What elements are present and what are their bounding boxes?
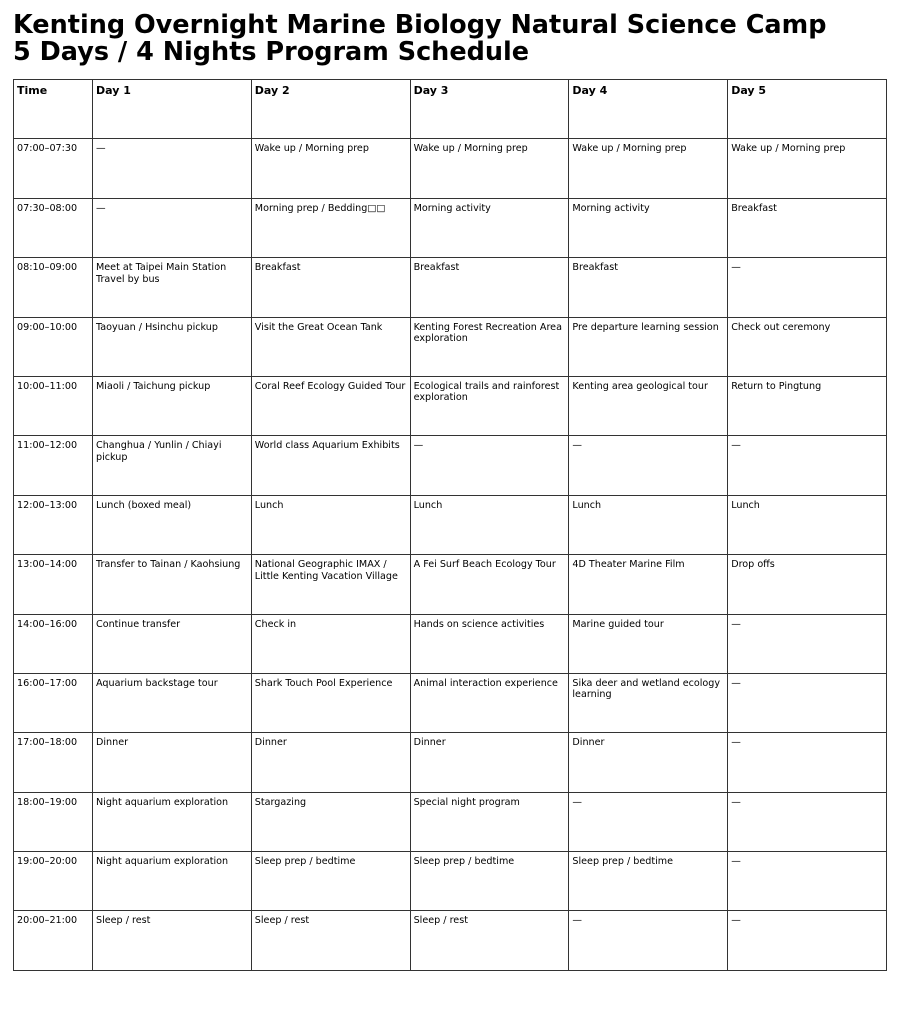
time-cell: 16:00–17:00 [14,673,93,732]
table-row [14,733,887,792]
day-3-cell: Morning activity [410,198,569,257]
day-4-cell: Breakfast [569,258,728,317]
day-2-cell: Wake up / Morning prep [251,139,410,198]
day-2-cell: Sleep prep / bedtime [251,852,410,911]
day-1-cell: Miaoli / Taichung pickup [93,376,252,435]
day-2-cell: Lunch [251,495,410,554]
day-2-cell: Dinner [251,733,410,792]
day-2-cell: Check in [251,614,410,673]
header-day-4: Day 4 [569,80,728,139]
day-3-cell: Dinner [410,733,569,792]
day-5-cell: — [728,792,887,851]
day-3-cell: Lunch [410,495,569,554]
day-5-cell: Return to Pingtung [728,376,887,435]
day-1-cell: — [93,198,252,257]
day-3-cell: Wake up / Morning prep [410,139,569,198]
table-row [14,198,887,257]
day-1-cell: Night aquarium exploration [93,852,252,911]
day-1-cell: Dinner [93,733,252,792]
day-3-cell: Special night program [410,792,569,851]
day-3-cell: Kenting Forest Recreation Area exploration [410,317,569,376]
day-3-cell: Breakfast [410,258,569,317]
title-line-2: 5 Days / 4 Nights Program Schedule [13,37,530,67]
day-5-cell: — [728,673,887,732]
time-cell: 07:30–08:00 [14,198,93,257]
day-5-cell: Wake up / Morning prep [728,139,887,198]
day-4-cell: Dinner [569,733,728,792]
header-day-2: Day 2 [251,80,410,139]
time-cell: 14:00–16:00 [14,614,93,673]
day-4-cell: Marine guided tour [569,614,728,673]
table-row [14,139,887,198]
day-2-cell: Breakfast [251,258,410,317]
day-5-cell: — [728,258,887,317]
day-2-cell: National Geographic IMAX / Little Kenting Vacation Village [251,555,410,614]
table-row [14,911,887,970]
day-4-cell: Pre departure learning session [569,317,728,376]
day-5-cell: — [728,614,887,673]
day-3-cell: Sleep prep / bedtime [410,852,569,911]
header-day-3: Day 3 [410,80,569,139]
time-cell: 12:00–13:00 [14,495,93,554]
day-3-cell: Animal interaction experience [410,673,569,732]
day-4-cell: Sleep prep / bedtime [569,852,728,911]
day-5-cell: Breakfast [728,198,887,257]
table-row [14,852,887,911]
table-row [14,317,887,376]
day-4-cell: 4D Theater Marine Film [569,555,728,614]
day-1-cell: Continue transfer [93,614,252,673]
table-row [14,376,887,435]
table-row [14,614,887,673]
time-cell: 17:00–18:00 [14,733,93,792]
title-line-1: Kenting Overnight Marine Biology Natural Science Camp [13,10,827,40]
day-1-cell: Lunch (boxed meal) [93,495,252,554]
day-4-cell: Lunch [569,495,728,554]
day-5-cell: — [728,733,887,792]
day-4-cell: Morning activity [569,198,728,257]
table-row [14,258,887,317]
day-2-cell: Coral Reef Ecology Guided Tour [251,376,410,435]
schedule-body [14,139,887,970]
day-2-cell: Shark Touch Pool Experience [251,673,410,732]
day-3-cell: Hands on science activities [410,614,569,673]
day-5-cell: Check out ceremony [728,317,887,376]
time-cell: 07:00–07:30 [14,139,93,198]
time-cell: 11:00–12:00 [14,436,93,495]
day-1-cell: Transfer to Tainan / Kaohsiung [93,555,252,614]
day-3-cell: A Fei Surf Beach Ecology Tour [410,555,569,614]
day-1-cell: Night aquarium exploration [93,792,252,851]
day-2-cell: Stargazing [251,792,410,851]
day-5-cell: Drop offs [728,555,887,614]
day-2-cell: World class Aquarium Exhibits [251,436,410,495]
day-1-cell: Changhua / Yunlin / Chiayi pickup [93,436,252,495]
day-4-cell: Kenting area geological tour [569,376,728,435]
time-cell: 13:00–14:00 [14,555,93,614]
table-row [14,792,887,851]
day-1-cell: — [93,139,252,198]
time-cell: 20:00–21:00 [14,911,93,970]
time-cell: 18:00–19:00 [14,792,93,851]
day-5-cell: — [728,911,887,970]
day-4-cell: Wake up / Morning prep [569,139,728,198]
page-title [13,12,826,66]
day-3-cell: Sleep / rest [410,911,569,970]
day-5-cell: — [728,436,887,495]
day-4-cell: — [569,436,728,495]
day-3-cell: Ecological trails and rainforest exploration [410,376,569,435]
day-2-cell: Morning prep / Bedding□□ [251,198,410,257]
day-2-cell: Visit the Great Ocean Tank [251,317,410,376]
day-3-cell: — [410,436,569,495]
day-5-cell: Lunch [728,495,887,554]
day-4-cell: — [569,911,728,970]
day-2-cell: Sleep / rest [251,911,410,970]
time-cell: 08:10–09:00 [14,258,93,317]
header-row [14,80,887,139]
day-5-cell: — [728,852,887,911]
header-day-1: Day 1 [93,80,252,139]
time-cell: 19:00–20:00 [14,852,93,911]
table-row [14,673,887,732]
header-day-5: Day 5 [728,80,887,139]
time-cell: 10:00–11:00 [14,376,93,435]
schedule-table [13,79,887,971]
day-4-cell: — [569,792,728,851]
day-1-cell: Sleep / rest [93,911,252,970]
day-1-cell: Meet at Taipei Main Station Travel by bus [93,258,252,317]
table-row [14,495,887,554]
time-cell: 09:00–10:00 [14,317,93,376]
day-4-cell: Sika deer and wetland ecology learning [569,673,728,732]
table-row [14,555,887,614]
day-1-cell: Aquarium backstage tour [93,673,252,732]
day-1-cell: Taoyuan / Hsinchu pickup [93,317,252,376]
table-row [14,436,887,495]
header-time: Time [14,80,93,139]
